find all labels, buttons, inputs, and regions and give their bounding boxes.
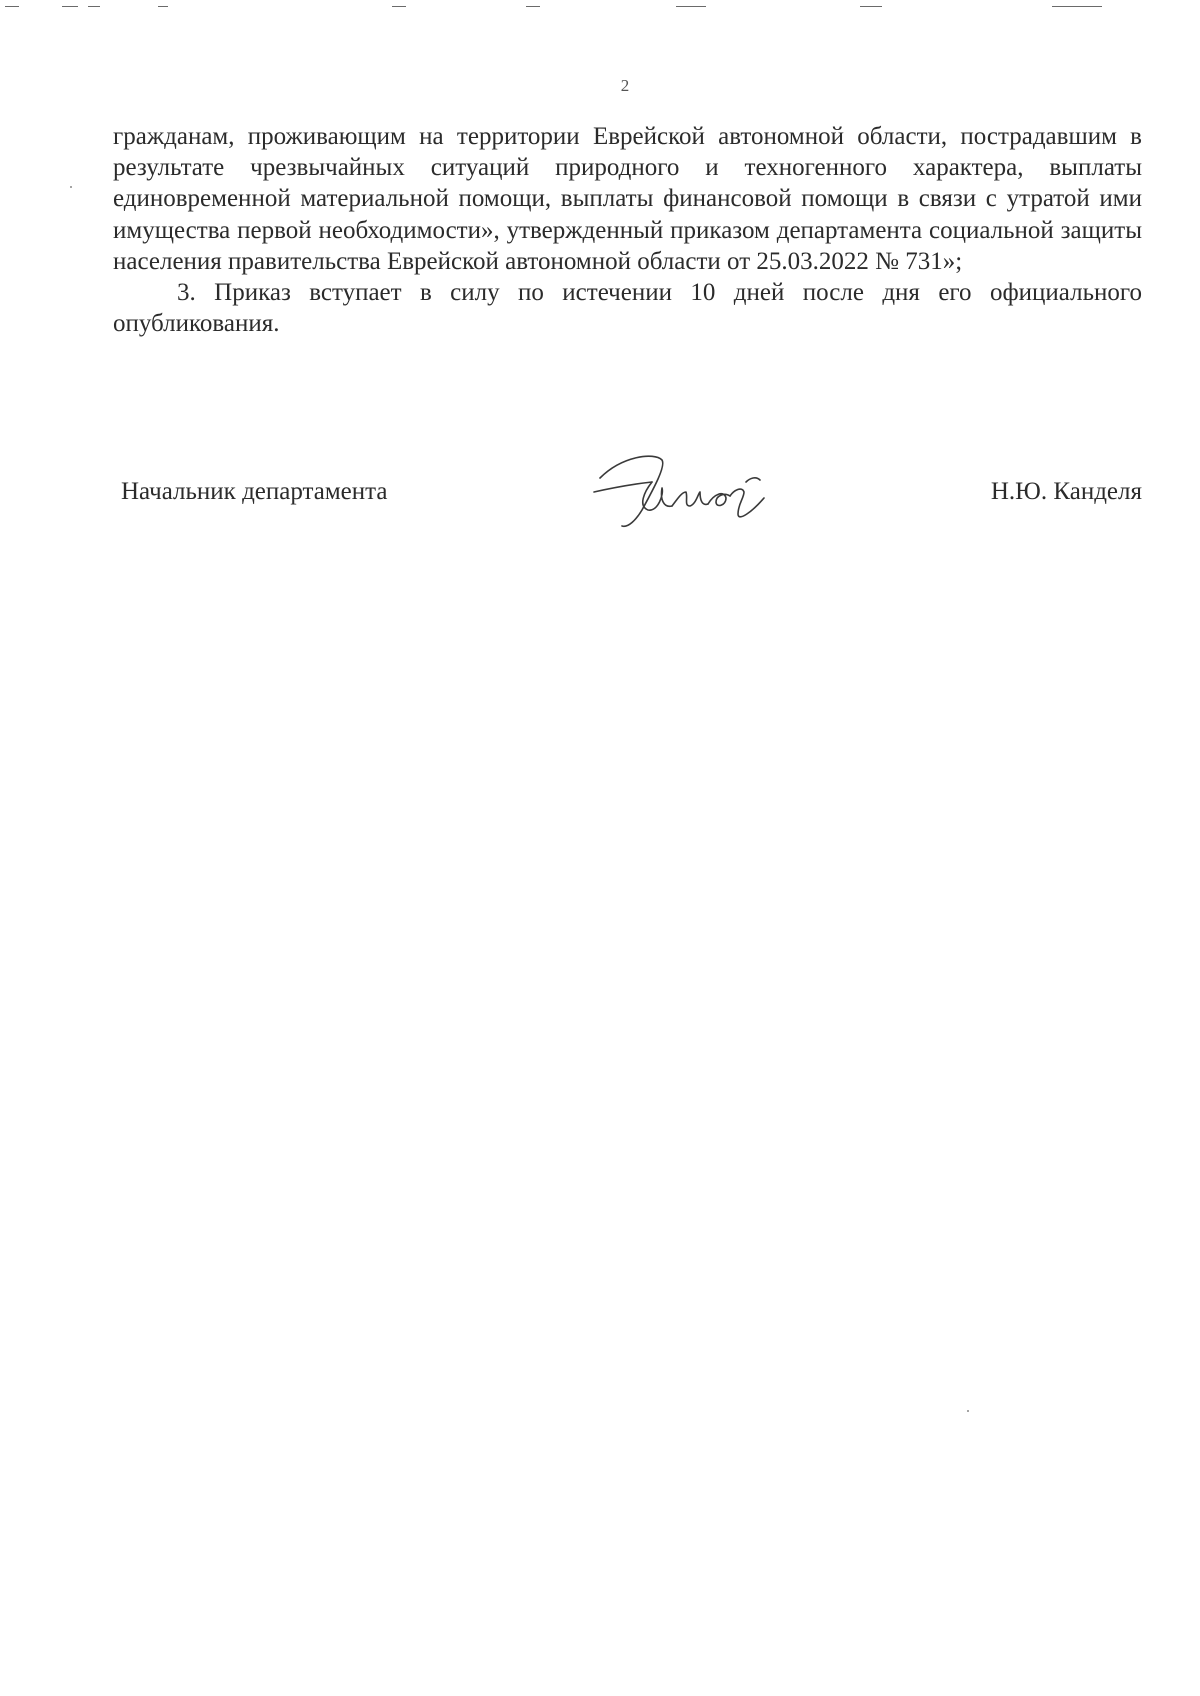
- scan-speck: [967, 1410, 969, 1412]
- handwritten-signature: [592, 448, 792, 538]
- document-body: [113, 121, 1142, 339]
- page-number: 2: [620, 76, 630, 95]
- signatory-title: Начальник департамента: [121, 478, 388, 505]
- paragraph-item-3: 3. Приказ вступает в силу по истечении 10 дней после дня его официального опубликования.: [113, 279, 1142, 338]
- scan-speck: [70, 186, 72, 188]
- paragraph-continuation: гражданам, проживающим на территории Еврейской автономной области, пострадавшим в результате чрезвычайных ситуаций природного и техногенного характера, выплаты единовременной материальной помощи, выплаты финансовой помощи в связи с утратой ими имущества первой необходимости», утвержденный приказом департамента социальной защиты населения правительства Еврейской автономной области от 25.03.2022 № 731»;: [113, 123, 1142, 275]
- signatory-name: Н.Ю. Канделя: [990, 478, 1142, 505]
- scan-edge-artifact: [0, 0, 1200, 14]
